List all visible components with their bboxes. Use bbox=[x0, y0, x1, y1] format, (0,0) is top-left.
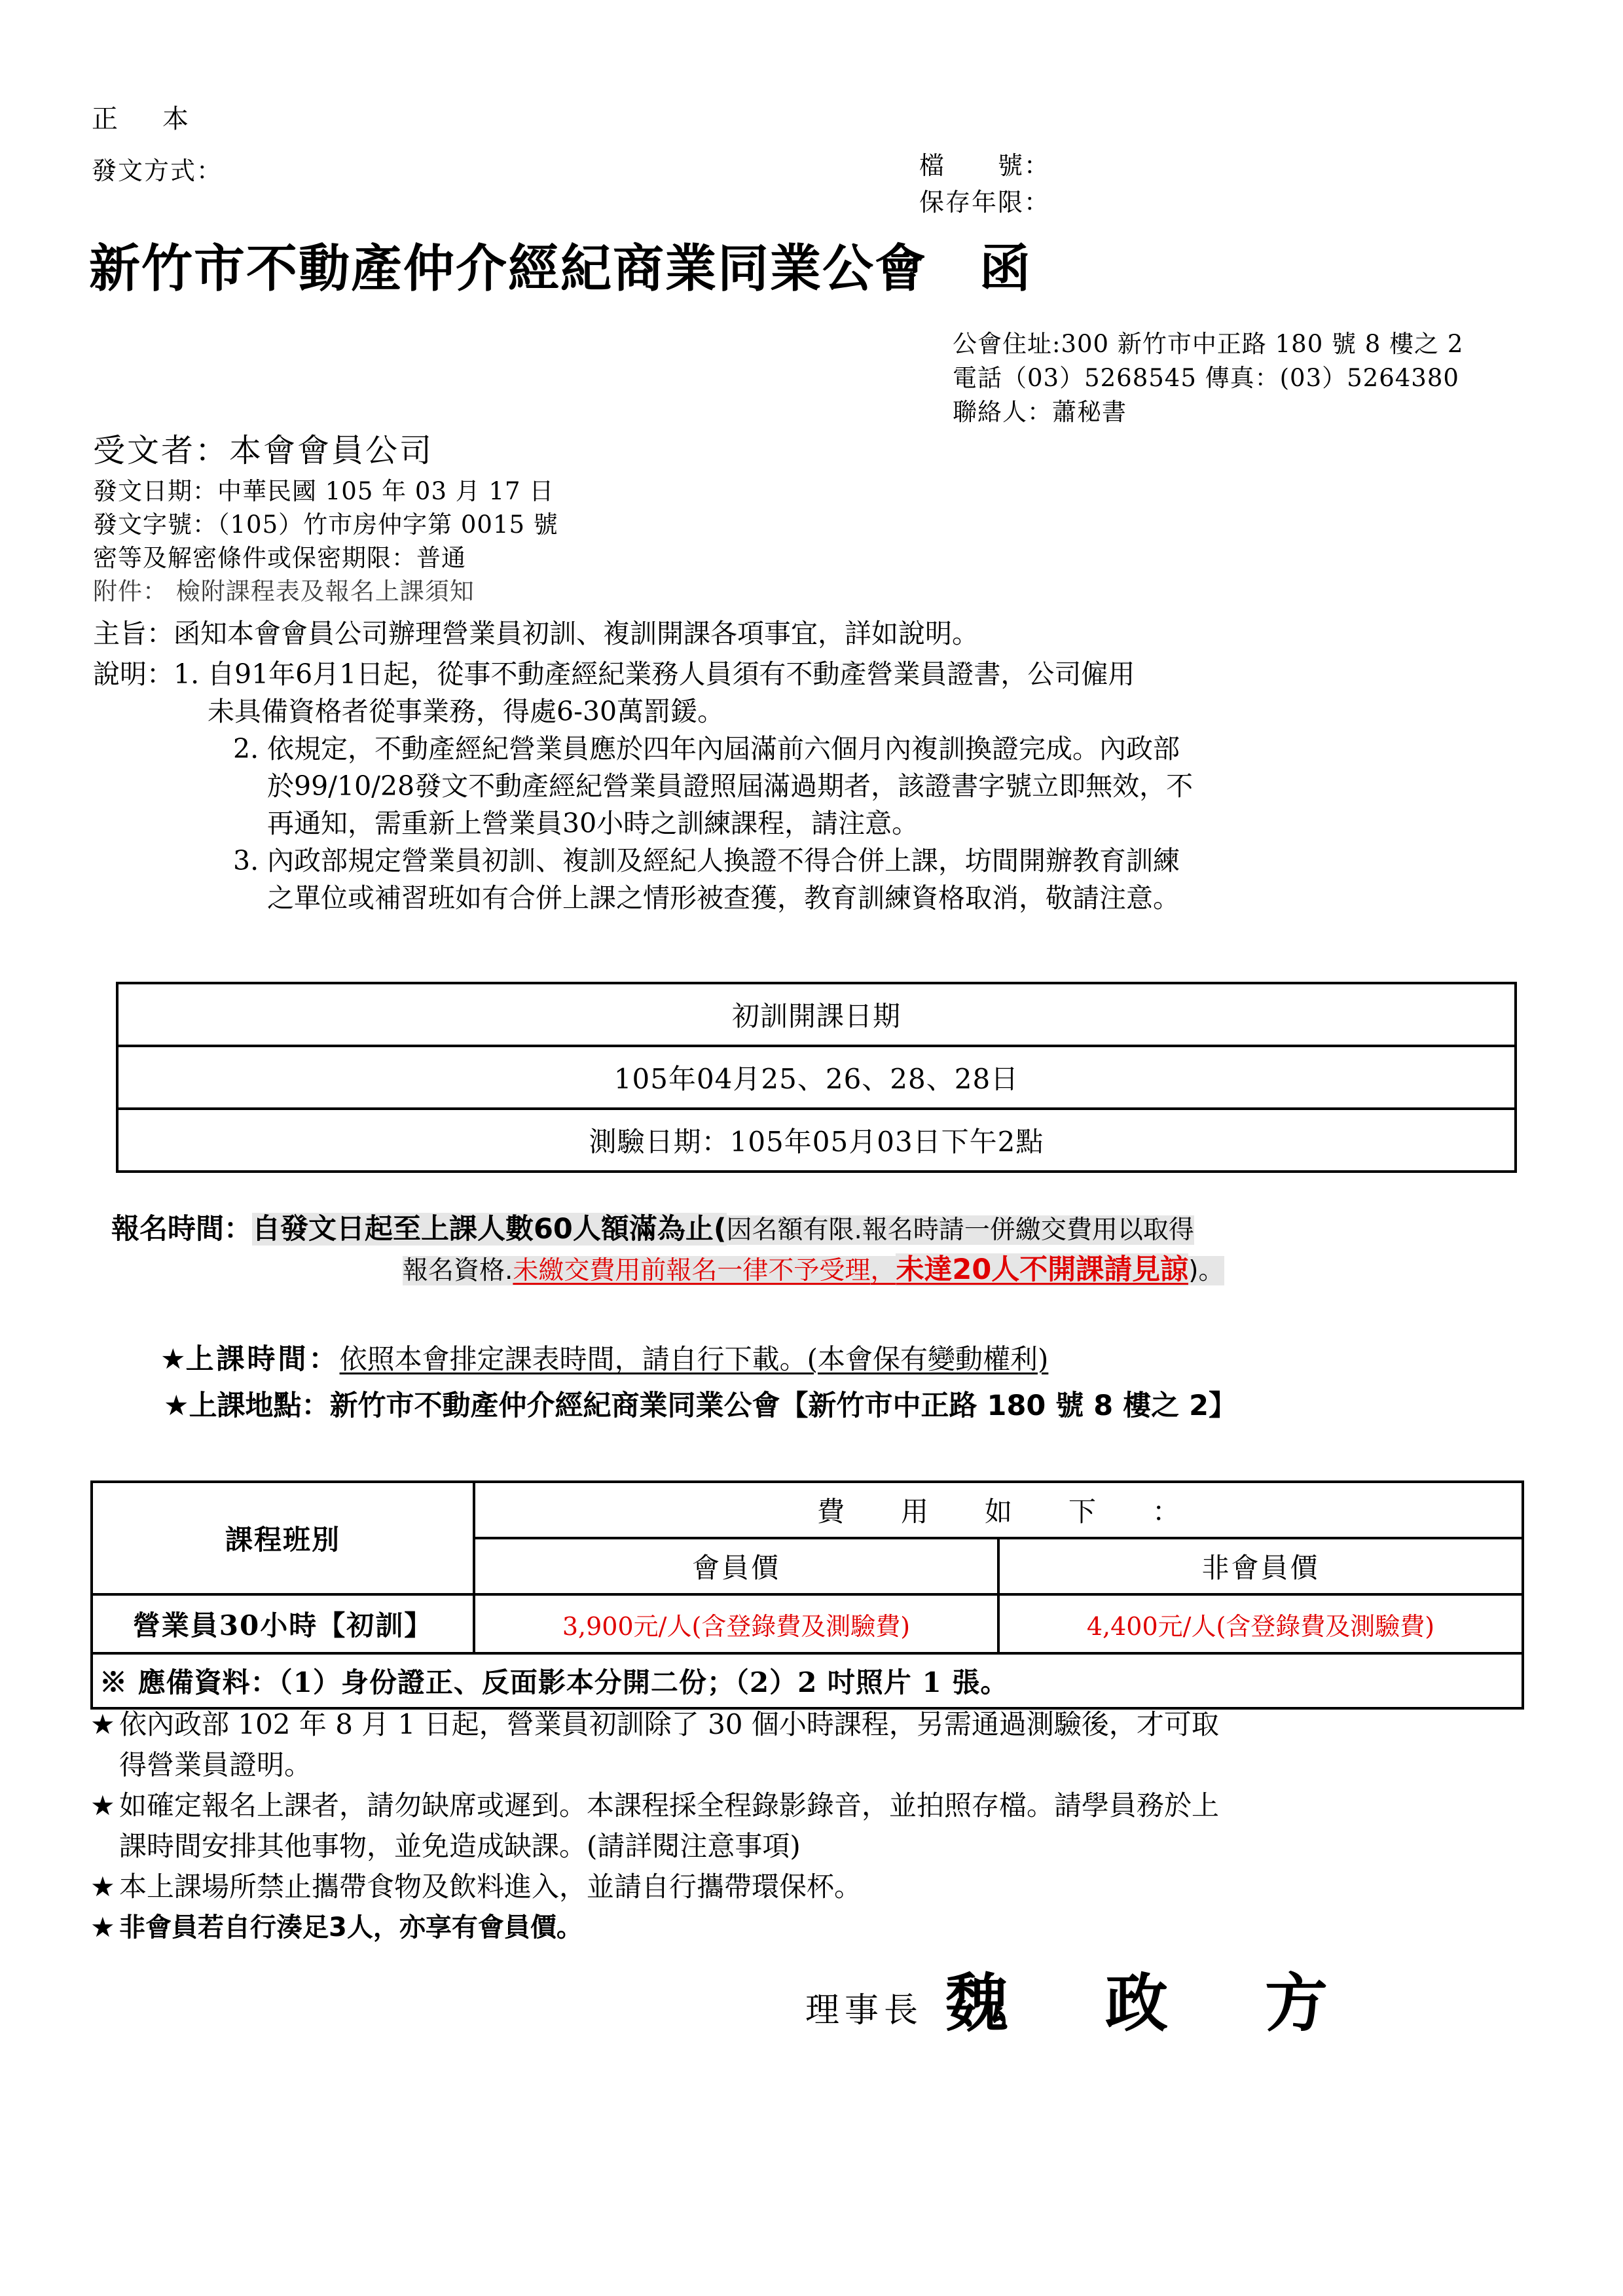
class-place-value: 新竹市不動產仲介經紀商業同業公會【新竹市中正路 180 號 8 樓之 2】 bbox=[329, 1390, 1237, 1422]
dispatch-number: 發文字號：（105）竹市房仲字第 0015 號 bbox=[93, 511, 558, 539]
member-price-value: 3,900元/人(含登錄費及測驗費) bbox=[474, 1594, 998, 1653]
class-place-label: 上課地點： bbox=[189, 1390, 330, 1422]
page-title: 新竹市不動產仲介經紀商業同業公會 函 bbox=[89, 240, 1032, 298]
fee-table-header: 費 用 如 下 ： bbox=[474, 1482, 1523, 1538]
recipient-line: 受文者：本會會員公司 bbox=[93, 432, 434, 469]
class-time-label: 上課時間： bbox=[185, 1343, 340, 1376]
document-meta-block bbox=[93, 475, 558, 608]
note-item bbox=[90, 1785, 1219, 1867]
star-icon: ★ bbox=[90, 1789, 115, 1821]
explanation-item-number: 3. bbox=[233, 845, 259, 876]
class-place-line bbox=[164, 1386, 1237, 1426]
table-row bbox=[92, 1594, 1523, 1653]
signature-name: 魏 政 方 bbox=[945, 1967, 1345, 2040]
member-price-header: 會員價 bbox=[474, 1538, 998, 1594]
table-row bbox=[92, 1482, 1523, 1538]
explanation-block bbox=[93, 656, 1193, 917]
subject-line: 主旨：函知本會會員公司辦理營業員初訓、複訓開課各項事宜，詳如說明。 bbox=[93, 618, 979, 649]
explanation-item-line: 依規定，不動產經紀營業員應於四年內屆滿前六個月內複訓換證完成。內政部 bbox=[267, 733, 1180, 764]
signup-time-value: 自發文日起至上課人數60人額滿為止 bbox=[252, 1213, 714, 1246]
class-time-value: 依照本會排定課表時間，請自行下載。(本會保有變動權利) bbox=[339, 1343, 1049, 1375]
association-contact-person: 聯絡人：蕭秘書 bbox=[953, 398, 1127, 426]
note-line: 本上課場所禁止攜帶食物及飲料進入，並請自行攜帶環保杯。 bbox=[119, 1871, 862, 1903]
signup-red-text2: 未達20人不開課請見諒 bbox=[896, 1253, 1189, 1286]
fee-class-column-header: 課程班別 bbox=[92, 1482, 474, 1594]
note-item bbox=[90, 1704, 1219, 1785]
signup-red-text: 未繳交費用前報名一律不予受理 bbox=[513, 1256, 871, 1285]
explanation-item-line: 之單位或補習班如有合併上課之情形被查獲，教育訓練資格取消，敬請注意。 bbox=[267, 882, 1180, 914]
schedule-dates: 105年04月25、26、28、28日 bbox=[117, 1046, 1516, 1109]
attachment-line: 附件： 檢附課程表及報名上課須知 bbox=[93, 577, 475, 605]
dispatch-date: 發文日期：中華民國 105 年 03 月 17 日 bbox=[93, 477, 555, 505]
star-icon: ★ bbox=[160, 1343, 186, 1376]
signup-note-text: 因名額有限.報名時請一併繳交費用以取得 bbox=[726, 1215, 1194, 1245]
copy-type-label: 正 本 bbox=[92, 104, 198, 134]
table-row bbox=[92, 1653, 1523, 1708]
fee-class-name: 營業員30小時【初訓】 bbox=[92, 1594, 474, 1653]
signature-title: 理事長 bbox=[805, 1991, 924, 2030]
nonmember-price-value: 4,400元/人(含登錄費及測驗費) bbox=[998, 1594, 1523, 1653]
classification-level: 密等及解密條件或保密期限：普通 bbox=[93, 544, 466, 572]
note-line: 得營業員證明。 bbox=[119, 1749, 312, 1781]
signup-note-text2: 報名資格. bbox=[403, 1256, 513, 1285]
star-icon: ★ bbox=[164, 1390, 189, 1422]
star-icon: ★ bbox=[90, 1871, 115, 1903]
signup-paren-close: )。 bbox=[1188, 1256, 1224, 1285]
note-item bbox=[90, 1867, 1219, 1907]
class-time-line bbox=[160, 1339, 1048, 1380]
schedule-table bbox=[116, 982, 1517, 1173]
retention-period-label: 保存年限： bbox=[919, 188, 1051, 217]
exam-date: 測驗日期：105年05月03日下午2點 bbox=[117, 1109, 1516, 1172]
explanation-item-number: 1. bbox=[173, 658, 200, 690]
schedule-table-header: 初訓開課日期 bbox=[117, 983, 1516, 1046]
explanation-item-line: 自91年6月1日起，從事不動產經紀業務人員須有不動產營業員證書，公司僱用 bbox=[208, 658, 1135, 690]
required-documents-note: ※ 應備資料：（1）身份證正、反面影本分開二份；（2）2 吋照片 1 張。 bbox=[92, 1653, 1523, 1708]
signup-red-comma: ， bbox=[870, 1256, 896, 1285]
explanation-item-number: 2. bbox=[233, 733, 259, 764]
signature-block bbox=[805, 1954, 1345, 2043]
association-phone-fax: 電話（03）5268545 傳真：(03）5264380 bbox=[953, 364, 1459, 392]
star-icon: ★ bbox=[90, 1911, 115, 1943]
star-icon: ★ bbox=[90, 1708, 115, 1740]
note-line: 如確定報名上課者，請勿缺席或遲到。本課程採全程錄影錄音，並拍照存檔。請學員務於上 bbox=[119, 1789, 1220, 1821]
signup-paren-open: ( bbox=[713, 1213, 727, 1246]
notes-block bbox=[90, 1704, 1219, 1948]
dispatch-method-label: 發文方式： bbox=[92, 156, 223, 185]
explanation-label: 說明： bbox=[93, 658, 173, 690]
note-line: 非會員若自行湊足3人，亦享有會員價。 bbox=[119, 1912, 583, 1943]
signup-time-label: 報名時間： bbox=[111, 1213, 252, 1246]
note-line: 課時間安排其他事物，並免造成缺課。(請詳閱注意事項) bbox=[119, 1830, 801, 1862]
fee-table bbox=[90, 1480, 1524, 1710]
association-address: 公會住址:300 新竹市中正路 180 號 8 樓之 2 bbox=[953, 330, 1464, 358]
explanation-item-line: 未具備資格者從事業務，得處6-30萬罰鍰。 bbox=[208, 696, 725, 727]
signup-time-line bbox=[111, 1210, 1224, 1250]
signup-block bbox=[111, 1210, 1224, 1291]
file-number-label: 檔 號： bbox=[919, 151, 1051, 180]
contact-block bbox=[953, 327, 1463, 429]
note-item bbox=[90, 1907, 1219, 1948]
explanation-item-line: 於99/10/28發文不動產經紀營業員證照屆滿過期者，該證書字號立即無效，不 bbox=[267, 770, 1194, 802]
note-line: 依內政部 102 年 8 月 1 日起，營業員初訓除了 30 個小時課程，另需通過測驗後，才可取 bbox=[119, 1708, 1219, 1740]
table-row bbox=[117, 1046, 1516, 1109]
nonmember-price-header: 非會員價 bbox=[998, 1538, 1523, 1594]
table-row bbox=[117, 1109, 1516, 1172]
explanation-item-line: 內政部規定營業員初訓、複訓及經紀人換證不得合併上課，坊間開辦教育訓練 bbox=[267, 845, 1180, 876]
explanation-item-line: 再通知，需重新上營業員30小時之訓練課程，請注意。 bbox=[267, 808, 919, 839]
table-row bbox=[117, 983, 1516, 1046]
signup-note-line bbox=[403, 1250, 1224, 1291]
